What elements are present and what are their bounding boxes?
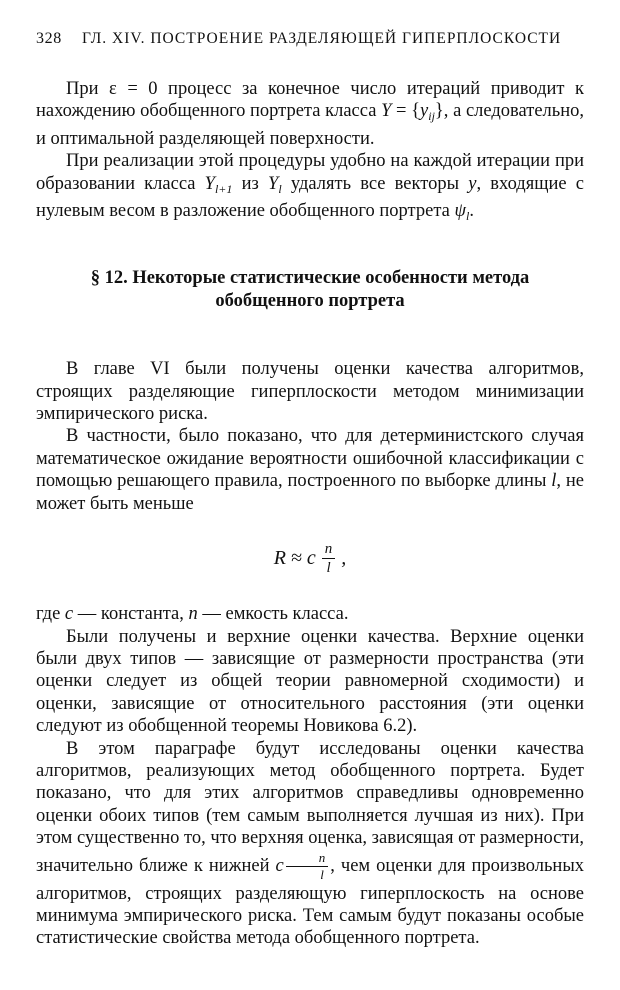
formula-lhs: R ≈ c <box>273 546 316 569</box>
paragraph-convergence: При ε = 0 процесс за конечное число итераций приводит к нахождению обобщенного портрета класса $Y = \{y_{ij}\}$, а следовательно, и оптимальной разделяющей поверхности. <box>36 79 584 149</box>
section-heading-line-1: § 12. Некоторые статистические особенности метода <box>90 268 530 289</box>
paragraph-implementation: При реализации этой процедуры удобно на каждой итерации при образовании класса $Y_{l+1}$ из $Y_l$ удалять все векторы y, входящие с нулевым весом в разложение обобщенного портрета $\psi_l$. <box>36 151 584 224</box>
formula-numerator: n <box>322 540 336 559</box>
section-heading <box>36 267 584 312</box>
paragraph-this-section: В этом параграфе будут исследованы оценки качества алгоритмов, реализующих метод обобщенного портрета. Будет показано, что для этих алгоритмов справедливы одновременно оценки обоих типов (тем самым выполняется лучшая из них). При этом существенно то, что верхняя оценка, зависящая от размерности, значительно ближе к нижней c $\frac{n}{l}$ , чем оценки для произвольных алгоритмов, строящих разделяющую гиперплоскость на основе минимума эмпирического риска. Тем самым будут показаны особые статистические свойства метода обобщенного портрета. <box>36 738 585 949</box>
paragraph-upper-bounds: Были получены и верхние оценки качества. Верхние оценки были двух типов — зависящие от размерности пространства (эти оценки следует из общей теории равномерной сходимости) и оценки, зависящие от относительного расстояния (эти оценки следуют из обобщенной теоремы Новикова 6.2). <box>36 626 584 737</box>
formula-denominator: l <box>326 559 331 576</box>
paragraph-constants: где c — константа, n — емкость класса. <box>36 604 349 625</box>
formula-tail: , <box>341 546 347 569</box>
book-page <box>36 30 584 950</box>
section-heading-line-2: обобщенного портрета <box>215 290 405 311</box>
inline-fraction: $\frac{n}{l}$ <box>286 850 329 883</box>
formula-fraction <box>322 540 336 577</box>
page-number: 328 <box>36 30 62 47</box>
formula-lower-bound <box>36 529 584 587</box>
chapter-title: ГЛ. XIV. ПОСТРОЕНИЕ РАЗДЕЛЯЮЩЕЙ ГИПЕРПЛОСКОСТИ <box>82 30 562 47</box>
running-header <box>36 30 584 48</box>
paragraph-lower-bound: В частности, было показано, что для детерминистского случая математическое ожидание вероятности ошибочной классификации с помощью решающего правила, построенного по выборке длины l, не может быть меньше <box>36 426 584 514</box>
paragraph-chapter-six: В главе VI были получены оценки качества алгоритмов, строящих разделяющие гиперплоскости методом минимизации эмпирического риска. <box>36 359 584 425</box>
